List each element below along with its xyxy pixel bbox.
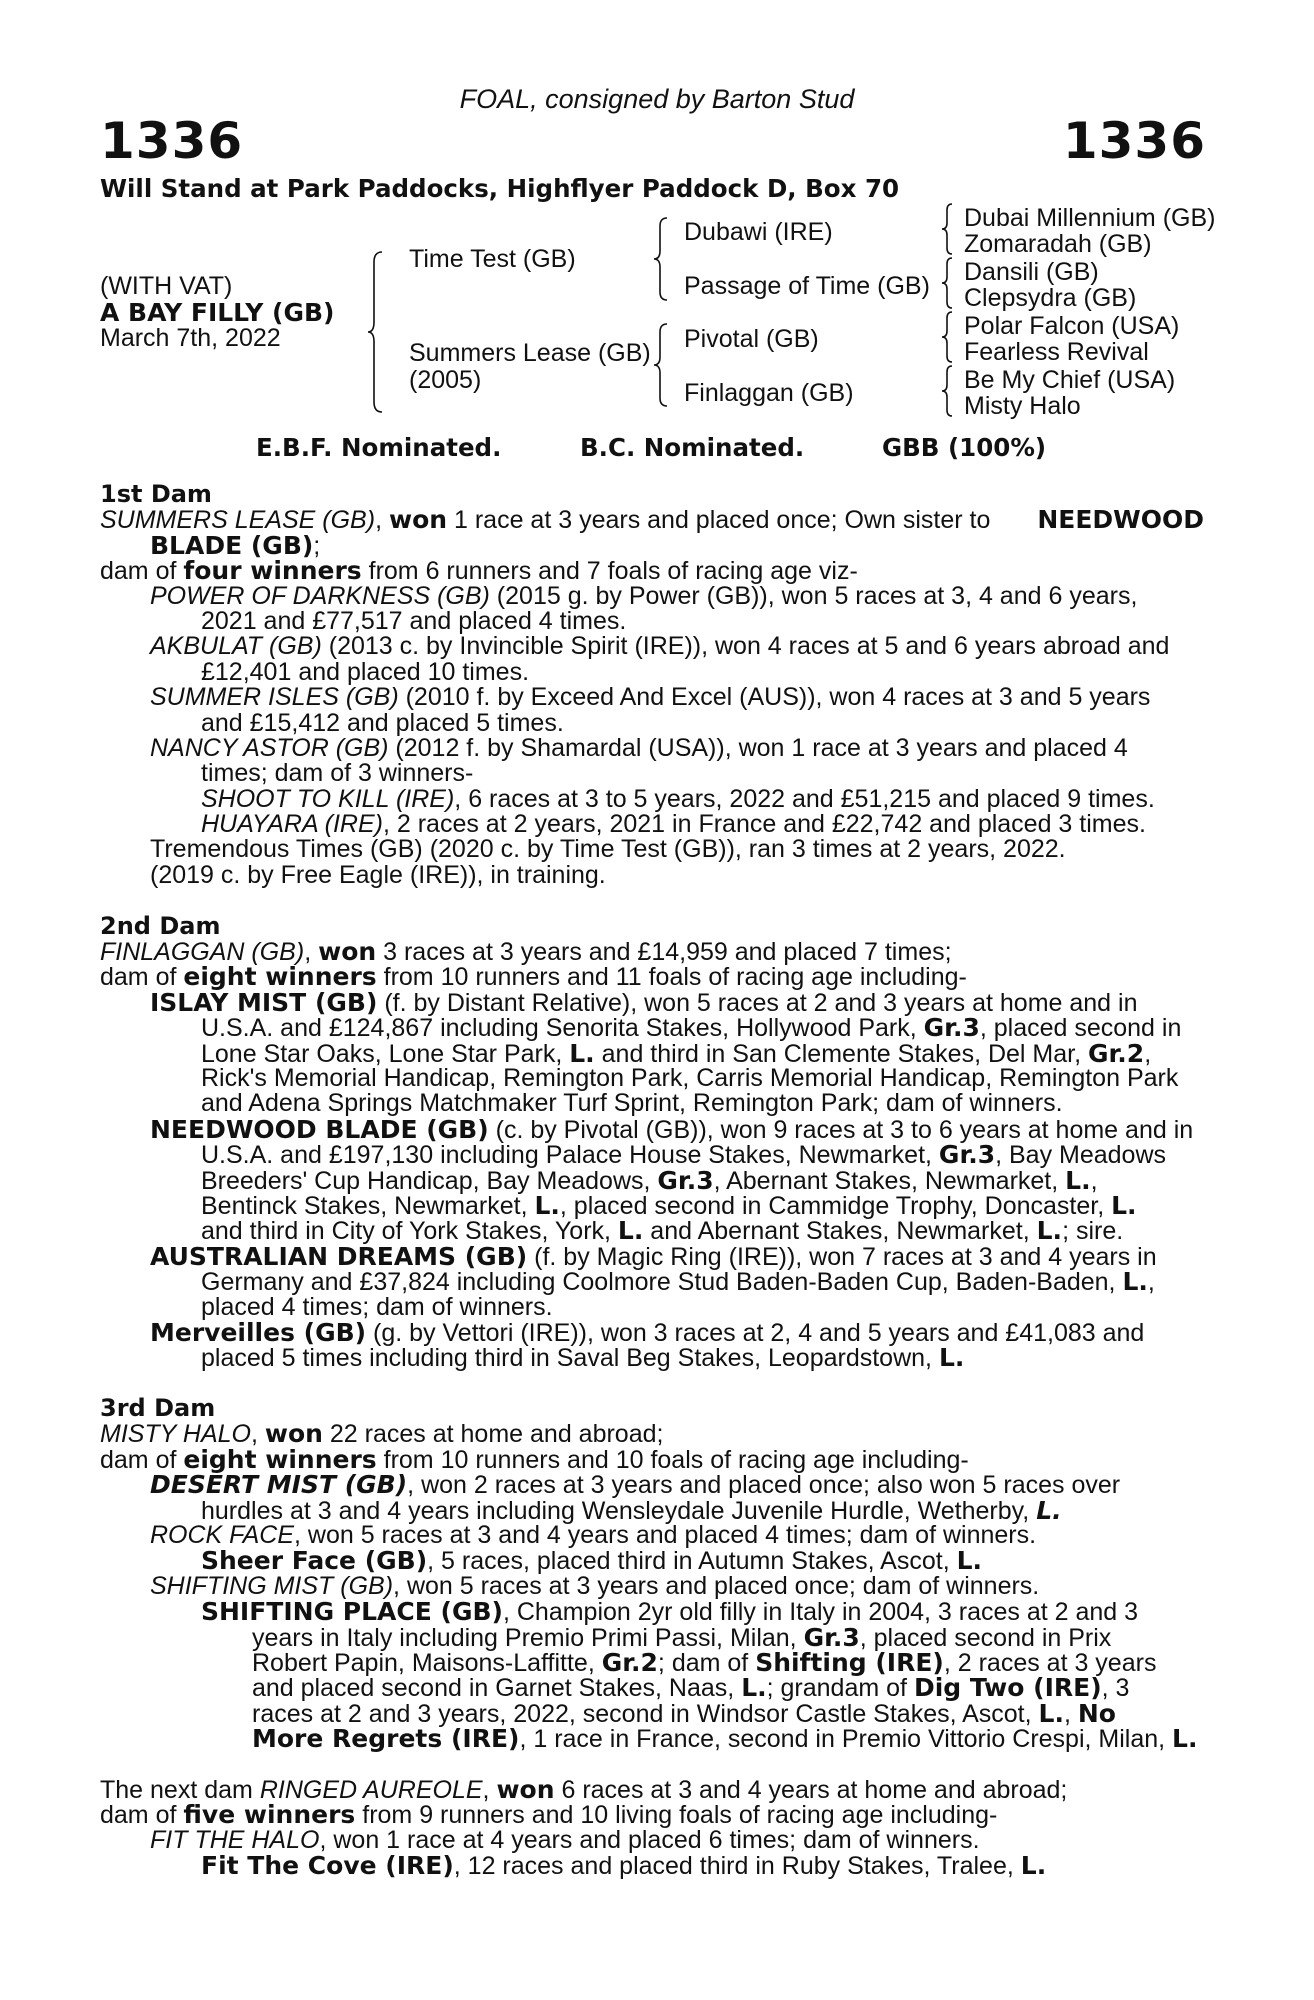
produce-entry: SHOOT TO KILL (IRE), 6 races at 3 to 5 years, 2022 and £51,215 and placed 9 times.: [201, 784, 1155, 813]
produce-entry: Merveilles (GB) (g. by Vettori (IRE)), won 3 races at 2, 4 and 5 years and £41,083 and: [150, 1317, 1145, 1347]
produce-entry: AUSTRALIAN DREAMS (GB) (f. by Magic Ring (IRE)), won 7 races at 3 and 4 years in: [150, 1241, 1157, 1271]
produce-entry: SUMMER ISLES (GB) (2010 f. by Exceed And Excel (AUS)), won 4 races at 3 and 5 years: [150, 683, 1151, 712]
produce-entry: Fit The Cove (IRE), 12 races and placed third in Ruby Stakes, Tralee, L.: [201, 1851, 1047, 1881]
pedigree-brace-gen1: [370, 252, 390, 412]
produce-entry: Tremendous Times (GB) (2020 c. by Time Test (GB)), ran 3 times at 2 years, 2022.: [150, 835, 1066, 864]
produce-entry: NEEDWOOD BLADE (GB) (c. by Pivotal (GB)), won 9 races at 3 to 6 years at home and in: [150, 1114, 1194, 1144]
pedigree-sire: Time Test (GB): [409, 245, 576, 273]
pedigree-ddd: Misty Halo: [964, 392, 1081, 420]
produce-entry: Germany and £37,824 including Coolmore Stud Baden-Baden Cup, Baden-Baden, L.,: [201, 1267, 1155, 1297]
catalogue-body: [100, 480, 1204, 1881]
produce-entry: AKBULAT (GB) (2013 c. by Invincible Spirit (IRE)), won 4 races at 5 and 6 years abroad and: [150, 632, 1170, 661]
pedigree-brace-sire: [655, 218, 675, 300]
pedigree-sss: Dubai Millennium (GB): [964, 204, 1216, 232]
lot-number-left: 1336: [100, 112, 244, 170]
pedigree-dam: Summers Lease (GB): [409, 339, 651, 367]
produce-entry: Lone Star Oaks, Lone Star Park, L. and third in San Clemente Stakes, Del Mar, Gr.2,: [201, 1038, 1152, 1068]
next-dam-line: The next dam RINGED AUREOLE, won 6 races at 3 and 4 years at home and abroad;: [100, 1774, 1068, 1804]
produce-entry: ROCK FACE, won 5 races at 3 and 4 years and placed 4 times; dam of winners.: [150, 1521, 1037, 1550]
pedigree-dsd: Fearless Revival: [964, 338, 1149, 366]
produce-entry: HUAYARA (IRE), 2 races at 2 years, 2021 in France and £22,742 and placed 3 times.: [201, 810, 1146, 839]
stand-location: Will Stand at Park Paddocks, Highflyer Paddock D, Box 70: [100, 174, 900, 203]
lot-number-right: 1336: [1062, 112, 1206, 170]
produce-entry: placed 4 times; dam of winners.: [201, 1292, 553, 1321]
second-dam-line: FINLAGGAN (GB), won 3 races at 3 years and £14,959 and placed 7 times;: [100, 937, 952, 967]
pedigree-sds: Dansili (GB): [964, 258, 1099, 286]
produce-entry: £12,401 and placed 10 times.: [201, 657, 530, 686]
pedigree-dds: Be My Chief (USA): [964, 366, 1176, 394]
produce-entry: times; dam of 3 winners-: [201, 759, 474, 788]
second-dam-line: dam of eight winners from 10 runners and 11 foals of racing age including-: [100, 962, 967, 992]
third-dam-line: MISTY HALO, won 22 races at home and abroad;: [100, 1419, 664, 1449]
consignment-line: FOAL, consigned by Barton Stud: [459, 84, 855, 114]
third-dam-line: dam of eight winners from 10 runners and 10 foals of racing age including-: [100, 1444, 969, 1474]
gbb-rating: GBB (100%): [882, 433, 1047, 462]
second-dam-heading: 2nd Dam: [100, 911, 221, 940]
bc-nomination: B.C. Nominated.: [580, 433, 805, 462]
horse-name: A BAY FILLY (GB): [100, 298, 335, 327]
first-dam-line: dam of four winners from 6 runners and 7 foals of racing age viz-: [100, 556, 858, 586]
produce-entry: DESERT MIST (GB), won 2 races at 3 years and placed once; also won 5 races over: [150, 1470, 1121, 1500]
produce-entry: placed 5 times including third in Saval Beg Stakes, Leopardstown, L.: [201, 1343, 965, 1373]
produce-entry: Sheer Face (GB), 5 races, placed third in Autumn Stakes, Ascot, L.: [201, 1546, 983, 1576]
produce-entry: SHIFTING MIST (GB), won 5 races at 3 years and placed once; dam of winners.: [150, 1571, 1040, 1600]
foaling-date: March 7th, 2022: [100, 324, 281, 352]
pedigree-sdd: Clepsydra (GB): [964, 284, 1137, 312]
pedigree-dam-sire: Pivotal (GB): [684, 325, 819, 353]
pedigree-ssd: Zomaradah (GB): [964, 230, 1152, 258]
third-dam-heading: 3rd Dam: [100, 1394, 216, 1423]
pedigree-brace-dd: [942, 366, 958, 416]
pedigree-sire-dam: Passage of Time (GB): [684, 272, 930, 300]
produce-entry: Breeders' Cup Handicap, Bay Meadows, Gr.3, Abernant Stakes, Newmarket, L.,: [201, 1165, 1098, 1195]
produce-entry: Robert Papin, Maisons-Laffitte, Gr.2; dam of Shifting (IRE), 2 races at 3 years: [252, 1647, 1157, 1677]
produce-entry: Bentinck Stakes, Newmarket, L., placed second in Cammidge Trophy, Doncaster, L.: [201, 1190, 1137, 1220]
produce-entry: ISLAY MIST (GB) (f. by Distant Relative), won 5 races at 2 and 3 years at home and in: [150, 987, 1138, 1017]
produce-entry: years in Italy including Premio Primi Passi, Milan, Gr.3, placed second in Prix: [252, 1622, 1112, 1652]
produce-entry: NANCY ASTOR (GB) (2012 f. by Shamardal (USA)), won 1 race at 3 years and placed 4: [150, 733, 1128, 762]
pedigree-brace-ds: [942, 312, 958, 362]
ebf-nomination: E.B.F. Nominated.: [256, 433, 502, 462]
produce-entry: and third in City of York Stakes, York, L. and Abernant Stakes, Newmarket, L.; sire.: [201, 1216, 1124, 1246]
first-dam-line: BLADE (GB);: [150, 530, 321, 560]
produce-entry: hurdles at 3 and 4 years including Wensleydale Juvenile Hurdle, Wetherby, L.: [201, 1495, 1062, 1525]
produce-entry: More Regrets (IRE), 1 race in France, second in Premio Vittorio Crespi, Milan, L.: [252, 1724, 1198, 1754]
produce-entry: U.S.A. and £197,130 including Palace House Stakes, Newmarket, Gr.3, Bay Meadows: [201, 1140, 1167, 1170]
pedigree-dss: Polar Falcon (USA): [964, 312, 1180, 340]
produce-entry: and Adena Springs Matchmaker Turf Sprint, Remington Park; dam of winners.: [201, 1089, 1063, 1118]
first-dam-heading: 1st Dam: [100, 480, 212, 508]
produce-entry: POWER OF DARKNESS (GB) (2015 g. by Power (GB)), won 5 races at 3, 4 and 6 years,: [150, 581, 1138, 610]
pedigree-brace-dam: [655, 324, 675, 406]
pedigree-dam-dam: Finlaggan (GB): [684, 379, 854, 407]
produce-entry: races at 2 and 3 years, 2022, second in Windsor Castle Stakes, Ascot, L., No: [252, 1698, 1116, 1728]
pedigree-brace-sd: [942, 258, 958, 308]
pedigree-sire-sire: Dubawi (IRE): [684, 218, 833, 246]
first-dam-line: SUMMERS LEASE (GB), won 1 race at 3 years and placed once; Own sister to NEEDWOOD: [100, 505, 1204, 535]
produce-entry: 2021 and £77,517 and placed 4 times.: [201, 606, 627, 635]
produce-entry: FIT THE HALO, won 1 race at 4 years and placed 6 times; dam of winners.: [150, 1825, 980, 1854]
produce-entry: Rick's Memorial Handicap, Remington Park, Carris Memorial Handicap, Remington Park: [201, 1063, 1179, 1092]
pedigree-brace-ss: [942, 204, 958, 254]
pedigree-dam-year: (2005): [409, 366, 482, 394]
next-dam-line: dam of five winners from 9 runners and 10 living foals of racing age including-: [100, 1800, 998, 1830]
produce-entry: U.S.A. and £124,867 including Senorita Stakes, Hollywood Park, Gr.3, placed second in: [201, 1013, 1182, 1043]
produce-entry: and £15,412 and placed 5 times.: [201, 708, 564, 737]
produce-entry: (2019 c. by Free Eagle (IRE)), in training.: [150, 860, 606, 889]
produce-entry: and placed second in Garnet Stakes, Naas, L.; grandam of Dig Two (IRE), 3: [252, 1673, 1130, 1703]
produce-entry: SHIFTING PLACE (GB), Champion 2yr old filly in Italy in 2004, 3 races at 2 and 3: [201, 1597, 1139, 1627]
vat-note: (WITH VAT): [100, 272, 233, 300]
